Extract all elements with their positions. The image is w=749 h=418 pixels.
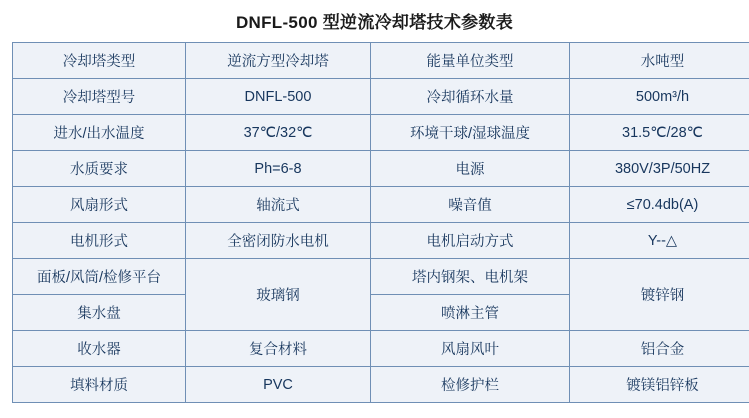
page-title: DNFL-500 型逆流冷却塔技术参数表 <box>235 13 514 32</box>
spec-table <box>12 42 749 403</box>
table-cell-label: 电机形式 <box>13 223 186 259</box>
table-cell-value: PVC <box>186 367 371 403</box>
table-row <box>13 79 749 115</box>
table-cell-label: 风扇风叶 <box>371 331 570 367</box>
table-cell-label: 冷却塔类型 <box>13 43 186 79</box>
table-cell-value: 铝合金 <box>570 331 749 367</box>
table-cell-label: 冷却塔型号 <box>13 79 186 115</box>
table-cell-value: 31.5℃/28℃ <box>570 115 749 151</box>
table-cell-label: 面板/风筒/检修平台 <box>13 259 186 295</box>
table-cell-label: 噪音值 <box>371 187 570 223</box>
table-cell-value: 500m³/h <box>570 79 749 115</box>
table-row <box>13 223 749 259</box>
table-row <box>13 115 749 151</box>
table-cell-label: 检修护栏 <box>371 367 570 403</box>
table-cell-label: 能量单位类型 <box>371 43 570 79</box>
table-cell-value: 玻璃钢 <box>186 259 371 331</box>
table-cell-value: 全密闭防水电机 <box>186 223 371 259</box>
table-cell-value: 逆流方型冷却塔 <box>186 43 371 79</box>
table-row <box>13 43 749 79</box>
table-cell-label: 喷淋主管 <box>371 295 570 331</box>
table-cell-label: 塔内钢架、电机架 <box>371 259 570 295</box>
table-row <box>13 151 749 187</box>
table-cell-value: Y--△ <box>570 223 749 259</box>
table-cell-label: 电机启动方式 <box>371 223 570 259</box>
table-cell-value: 380V/3P/50HZ <box>570 151 749 187</box>
table-cell-label: 环境干球/湿球温度 <box>371 115 570 151</box>
table-cell-label: 填料材质 <box>13 367 186 403</box>
table-cell-value: DNFL-500 <box>186 79 371 115</box>
table-cell-value: 复合材料 <box>186 331 371 367</box>
table-cell-value: 轴流式 <box>186 187 371 223</box>
table-row <box>13 187 749 223</box>
spec-table-wrap <box>0 42 749 403</box>
table-cell-value: 镀镁铝锌板 <box>570 367 749 403</box>
table-cell-label: 风扇形式 <box>13 187 186 223</box>
table-cell-label: 进水/出水温度 <box>13 115 186 151</box>
table-cell-label: 水质要求 <box>13 151 186 187</box>
table-row <box>13 259 749 295</box>
table-cell-label: 冷却循环水量 <box>371 79 570 115</box>
table-cell-value: 37℃/32℃ <box>186 115 371 151</box>
table-cell-value: 镀锌钢 <box>570 259 749 331</box>
table-row <box>13 367 749 403</box>
table-cell-label: 集水盘 <box>13 295 186 331</box>
table-cell-value: Ph=6-8 <box>186 151 371 187</box>
table-row <box>13 331 749 367</box>
table-cell-value: ≤70.4db(A) <box>570 187 749 223</box>
table-cell-value: 水吨型 <box>570 43 749 79</box>
table-cell-label: 电源 <box>371 151 570 187</box>
table-cell-label: 收水器 <box>13 331 186 367</box>
